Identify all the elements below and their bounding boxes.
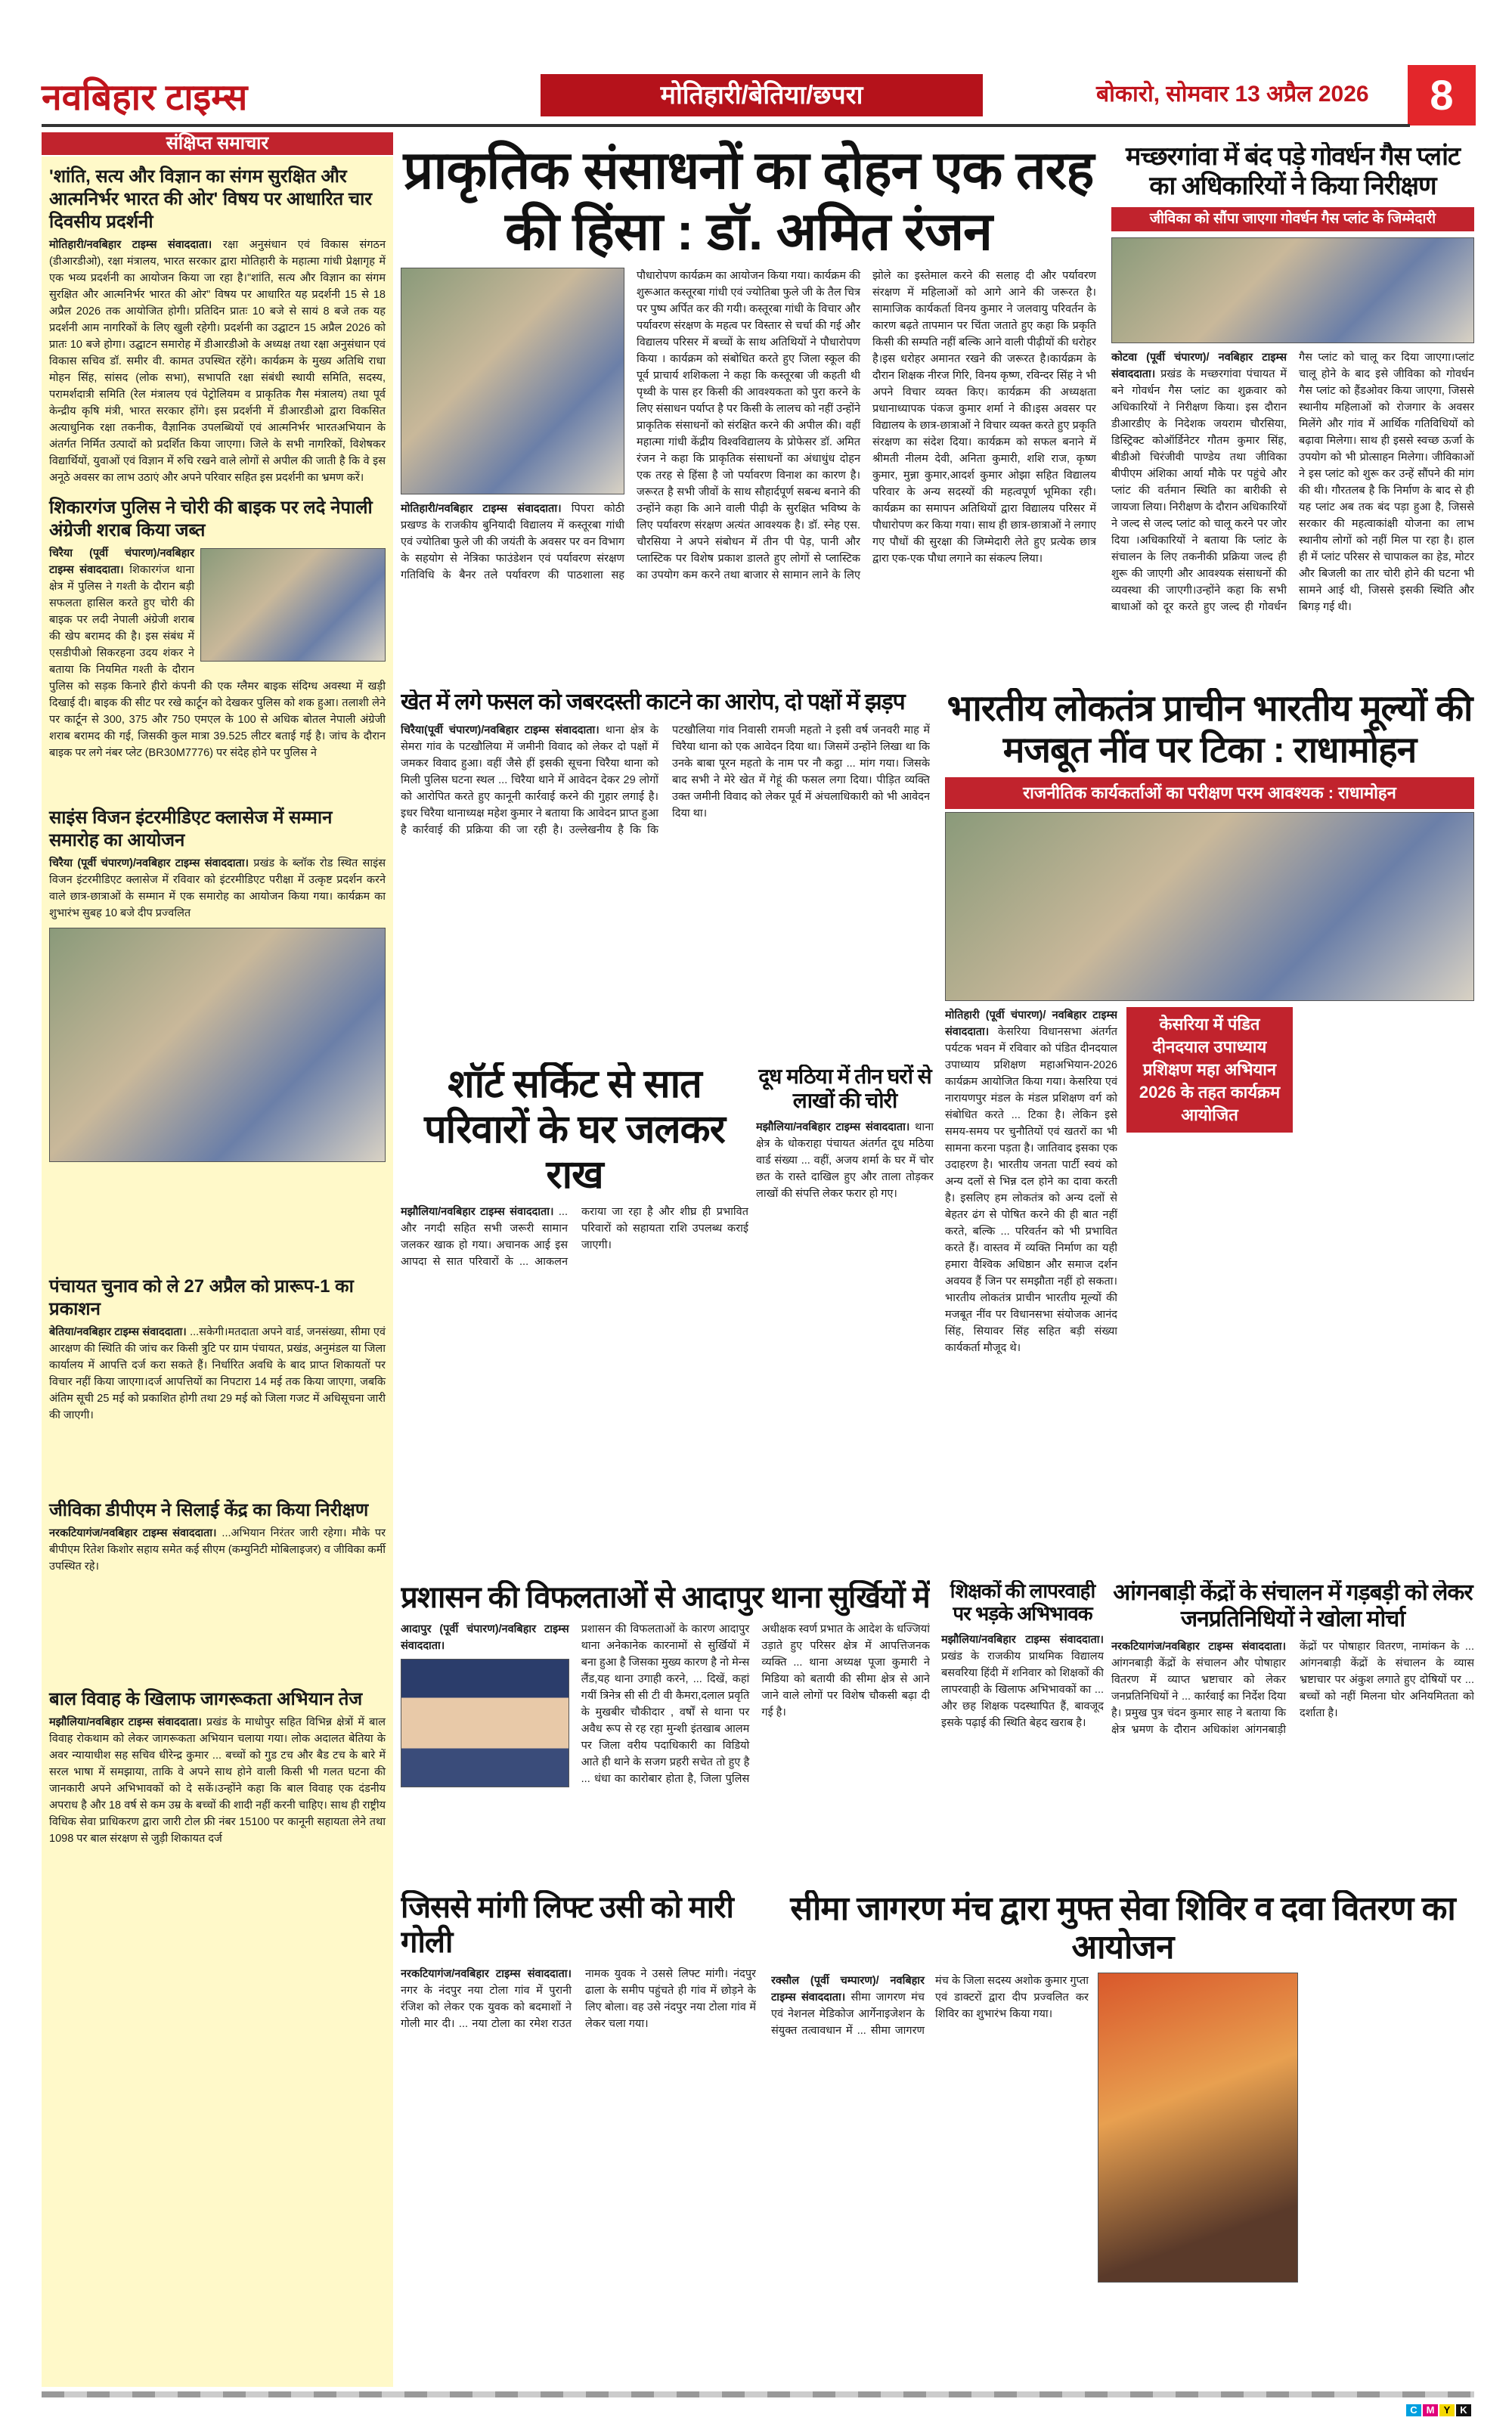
- loktantra-body-left: [945, 1007, 1117, 1527]
- doodh-headline: दूध मठिया में तीन घरों से लाखों की चोरी: [758, 1065, 931, 1113]
- brief-article: [49, 807, 386, 1162]
- cmyk-y: Y: [1439, 2404, 1455, 2416]
- article-dateline: रक्सौल (पूर्वी चम्पारण)/ नवबिहार टाइम्स संवाददाता।: [771, 1975, 925, 2004]
- article-dateline: नरकटियागंज/नवबिहार टाइम्स संवाददाता।: [1111, 1641, 1286, 1653]
- article-dateline: मोतिहारी/नवबिहार टाइम्स संवाददाता।: [401, 503, 562, 515]
- seema-headline: सीमा जागरण मंच द्वारा मुफ्त सेवा शिविर व दवा वितरण का आयोजन: [790, 1890, 1455, 1966]
- anganbadi-headline: आंगनबाड़ी केंद्रों के संचालन में गड़बड़ी को लेकर जनप्रतिनिधियों ने खोला मोर्चा: [1113, 1580, 1473, 1632]
- brief-article: [49, 166, 386, 486]
- article-headline: 'शांति, सत्य और विज्ञान का संगम सुरक्षित और आत्मनिर्भर भारत की ओर' विषय पर आधारित चार दिवसीय प्रदर्शनी: [49, 166, 373, 232]
- gas-subhead: जीविका को सौंपा जाएगा गोवर्धन गैस प्लांट के जिम्मेदारी: [1111, 207, 1474, 231]
- article-dateline: मझौलिया/नवबिहार टाइम्स संवाददाता।: [941, 1633, 1104, 1646]
- shikshak-story: [941, 1580, 1104, 1871]
- article-body: केसरिया विधानसभा अंतर्गत पर्यटक भवन में रविवार को पंडित दीनदयाल उपाध्याय प्रशिक्षण महाअभियान-2026 कार्यक्रम आयोजित किया गया। केसरिया एवं नारायणपुर मंडल के मंडल प्रशिक्षण वर्ग को संबोधित करते ... टिका है। लेकिन इसे समय-समय पर चुनौतियों एवं खतरों का भी सामना करना पड़ता है। जातिवाद इसका एक उदाहरण है। भारतीय जनता पार्टी स्वयं को अन्य दलों से भिन्न दल होने का दावा करती है। इसलिए हम लोकतंत्र को अन्य दलों से बेहतर ढंग से पोषित करने की ही बात नहीं करते, बल्कि ... परिवर्तन को भी प्रभावित करते हैं। वास्तव में व्यक्ति निर्माण का यही हमारा वैश्विक अधिष्ठान और समाज दर्शन अवयव हैं जिन पर समझौता नहीं हो सकता।भारतीय लोकतंत्र प्राचीन भारतीय मूल्यों की मजबूत नींव पर विधानसभा संयोजक आनंद सिंह, सियावर सिंह सहित बड़ी संख्या कार्यकर्ता मौजूद थे।: [945, 1026, 1117, 1355]
- article-dateline: मोतिहारी/नवबिहार टाइम्स संवाददाता।: [49, 239, 212, 251]
- lift-story: [401, 1890, 756, 2382]
- khet-story: [401, 690, 930, 1056]
- article-body: नगर के नंदपुर नया टोला गांव में पुरानी रंजिश को लेकर एक युवक को बदमाशों ने गोली मार दी। ... नया टोला का रमेश राउत नामक युवक ने उससे लिफ्ट मांगी। नंदपुर ढाला के समीप पहुंचते ही गांव में छोड़ने के लिए बोला। वह उसे नंदपुर नया टोला गांव में लेकर चला गया।: [401, 1968, 756, 2030]
- article-body: पिपरा कोठी प्रखण्ड के राजकीय बुनियादी विद्यालय में कस्तूरबा गांधी एवं ज्योतिबा फुले जी की जयंती के अवसर पर वन विभाग के सहयोग से नेत्रिका फाउंडेशन एवं पर्यावरण संरक्षण गतिविधि के बैनर तले पर्यावरण की पाठशाला सह पौधारोपण कार्यक्रम का आयोजन किया गया। कार्यक्रम की शुरूआत कस्तूरबा गांधी एवं ज्योतिबा फुले जी के तैल चित्र पर पुष्प अर्पित कर की गयी। कस्तूरबा गांधी के विचार और पर्यावरण संरक्षण के महत्व पर विस्तार से चर्चा की गई और विद्यालय परिसर में बच्चों के साथ अतिथियों ने पौधारोपण किया । कार्यक्रम को संबोधित करते हुए जिला स्कूल की पूर्व प्राचार्य शशिकला ने कहा कि कस्तूरबा जी कहती थी पृथ्वी के पास हर किसी की आवश्यकता को पुरा करने के लिए संसाधन पर्याप्त है पर किसी के लालच को नहीं उन्होंने प्राकृतिक संसाधनों को संरक्षित करने की अपील की। वहीं महात्मा गांधी केंद्रीय विश्वविद्यालय के प्रोफेसर डॉ. अमित रंजन ने कहा कि प्राकृतिक संसाधनों का अंधाधुंध दोहन एक तरह से हिंसा है जो पर्यावरण विनाश का कारण है। जरूरत है सभी जीवों के साथ सौहार्दपूर्ण सबन्ध बनाने की उन्होंने कहा कि आने वाली पीढ़ी के सुरक्षित भविष्य के लिए पर्यावरण संरक्षण अत्यंत आवश्यक है। डॉ. स्नेह एस. चौरसिया ने अपने संबोधन में तीन पी पेड़, पानी और प्लास्टिक पर विशेष प्रकाश डालते हुए लोगों से प्लास्टिक का उपयोग कम करने तथा बाजार से सामान लाने के लिए झोले का इस्तेमाल करने की सलाह दी और पर्यावरण संरक्षण में महिलाओं को आगे आने की जरूरत है। सामाजिक कार्यकर्ता विनय कुमार ने जलवायु परिवर्तन के कारण बढ़ते तापमान पर चिंता जताते हुए कहा कि प्रकृति किसी की सम्पति नहीं बल्कि आने वाली पीढ़ीयों की धरोहर है।इस धरोहर अमानत रखने की जरूरत है।कार्यक्रम के दौरान शिक्षक नीरज गिरि, विनय कृष्ण, रविन्दर सिंह ने भी अपने विचार व्यक्त किए। कार्यक्रम की अध्यक्षता प्रधानाध्यापक पंकज कुमार शर्मा ने की।इस अवसर पर विद्यालय के छात्र-छात्राओं ने विचार व्यक्त करते हुए प्रकृति संरक्षण का संदेश दिया। कार्यक्रम को सफल बनाने में श्रीमती नीलम देवी, अनिता कुमारी, शशि राज, कृष्ण कुमार, मुन्ना कुमार,आदर्श कुमार ओझा सहित विद्यालय परिवार के अन्य सदस्यों की महत्वपूर्ण भूमिका रही। कार्यक्रम का समापन अतिथियों द्वारा विद्यालय परिसर में पौधारोपण कर किया गया। साथ ही छात्र-छात्राओं ने लगाए गए पौधों की सुरक्षा की जिम्मेदारी लेते हुए प्रत्येक छात्र द्वारा एक-एक पौधा लगाने का संकल्प लिया।: [401, 270, 1096, 581]
- header-rule: [42, 124, 1410, 127]
- article-body: थाना क्षेत्र के सेमरा गांव के पटखौलिया में जमीनी विवाद को लेकर दो पक्षों में जमकर विवाद हुआ। वहीं जैसे हीं इसकी सूचना चिरैया थाना को मिली पुलिस घटना स्थल ... चिरैया थाने में आवेदन देकर 29 लोगों को आरोपित करते हुए कानूनी कार्रवाई करने की गुहार लगाई है। इधर चिरैया थानाध्यक्ष महेश कुमार ने बताया कि आवेदन प्राप्त हुआ है कार्रवाई की प्रक्रिया की जा रही है। उल्लेखनीय है कि कि पटखौलिया गांव निवासी रामजी महतो ने इसी वर्ष जनवरी माह में चिरैया थाना को एक आवेदन दिया था। जिसमें उन्होंने लिखा था कि उनके बाबा पूरन महतो के नाम पर नौ कट्ठा ... मांग गया। जिसके बाद सभी ने मेरे खेत में गेहूं की फसल लगा दिया। पीड़ित व्यक्ति उक्त जमीनी विवाद को लेकर पूर्व में अंचलाधिकारी को भी आवेदन दिया था।: [401, 724, 930, 836]
- short-circuit-story: [401, 1062, 748, 1531]
- brief-article: [49, 1688, 386, 1847]
- article-body: रक्षा अनुसंधान एवं विकास संगठन (डीआरडीओ), रक्षा मंत्रालय, भारत सरकार द्वारा मोतिहारी के महात्मा गांधी प्रेक्षागृह में एक भव्य प्रदर्शनी का आयोजन किया जा रहा है।"शांति, सत्य और विज्ञान का संगम सुरक्षित और आत्मनिर्भर भारत की ओर" विषय पर आधारित यह प्रदर्शनी 15 से 18 अप्रैल 2026 तक आयोजित होगी। प्रतिदिन प्रातः 10 बजे से सायं 8 बजे तक यह प्रदर्शनी आम नागरिकों के लिए खुली रहेगी। प्रदर्शनी का उद्घाटन 15 अप्रैल 2026 को प्रातः 10 बजे होगा। उद्घाटन समारोह में डीआरडीओ के अध्यक्ष तथा रक्षा अनुसंधान एवं विकास सचिव डॉ. समीर वी. कामत उपस्थित रहेंगे। कार्यक्रम के मुख्य अतिथि राधा मोहन सिंह, सांसद (लोक सभा), सभापति रक्षा संबंधी स्थायी समिति, सदस्य, परामर्शदात्री समिति (रेल मंत्रालय एवं पेट्रोलियम व प्राकृतिक गैस मंत्रालय) तथा पूर्व केन्द्रीय कृषि मंत्री, भारत सरकार होंगे। इस प्रदर्शनी में डीआरडीओ द्वारा विकसित अत्याधुनिक रक्षा तकनीक, वैज्ञानिक उपलब्धियों एवं आत्मनिर्भर भारतअभियान के अंतर्गत निर्मित उत्पादों को प्रदर्शित किया जाएगा। जिले के सभी नागरिकों, विशेषकर विद्यार्थियों, युवाओं एवं विज्ञान में रुचि रखने वाले लोगों से अपील की जाती है कि वे इस अनूठे अवसर का लाभ उठाएं और अपने परिवार सहित इस प्रदर्शनी का भ्रमण करें।: [49, 239, 386, 484]
- loktantra-highlight-box: केसरिया में पंडित दीनदयाल उपाध्याय प्रशिक्षण महा अभियान 2026 के तहत कार्यक्रम आयोजित: [1126, 1007, 1293, 1133]
- briefs-label: संक्षिप्त समाचार: [42, 132, 393, 155]
- adapur-body: [401, 1621, 930, 1871]
- article-headline: बाल विवाह के खिलाफ जागरूकता अभियान तेज: [49, 1689, 363, 1709]
- article-body: प्रशासन की विफलताओं के कारण आदापुर थाना अनेकानेक कारनामों से सुर्खियों में बना हुआ है जिसका मुख्य कारण है नो मेन्स लैंड,यह थाना उगाही करने, ... दिखें, कहां गयीं त्रिनेत्र सी सी टी वी कैमरा,दलाल प्रवृति के मुखबीर चौकीदार , वर्षों से थाना पर अवैध रूप से रह रहा मुन्शी इंतखाब आलम पर जिला वरीय पदाधिकारी का विडियो आते ही थाने के सजग प्रहरी सचेत तो हुए है ... धंधा का कारोबार होता है, जिला पुलिस अधीक्षक स्वर्ण प्रभात के आदेश के धज्जियां उड़ाते हुए परिसर क्षेत्र में आपत्तिजनक व्यक्ति ... थाना अध्यक्ष पूजा कुमारी ने मिडिया को बतायी की सीमा क्षेत्र से आने जाने वाले लोगों पर विशेष चौकसी बढ़ा दी गई है।: [581, 1623, 930, 1785]
- article-body: ...सकेगी।मतदाता अपने वार्ड, जनसंख्या, सीमा एवं आरक्षण की स्थिति की जांच कर किसी त्रुटि पर ग्राम पंचायत, प्रखंड, अनुमंडल या जिला कार्यालय में आपत्ति दर्ज करा सकते हैं। निर्धारित अवधि के बाद प्राप्त शिकायतों पर विचार नहीं किया जाएगा।दर्ज आपत्तियों का निपटारा 14 मई तक किया जाएगा, जबकि अंतिम सूची 25 मई को प्रकाशित होगी तथा 29 मई को जिला गजट में अधिसूचना जारी की जाएगी।: [49, 1326, 386, 1421]
- section-label: मोतिहारी/बेतिया/छपरा: [541, 74, 983, 116]
- anganbadi-body: [1111, 1638, 1474, 1871]
- khet-headline: खेत में लगे फसल को जबरदस्ती काटने का आरोप, दो पक्षों में झड़प: [401, 690, 905, 714]
- article-headline: शिकारगंज पुलिस ने चोरी की बाइक पर लदे नेपाली अंग्रेजी शराब किया जब्त: [49, 497, 373, 541]
- issue-date: बोकारो, सोमवार 13 अप्रैल 2026: [1096, 82, 1369, 107]
- seema-photo: [1098, 1973, 1298, 2283]
- seema-body-left: [771, 1973, 1089, 2382]
- page-number: 8: [1408, 65, 1476, 126]
- article-dateline: मोतिहारी (पूर्वी चंपारण)/ नवबिहार टाइम्स संवाददाता।: [945, 1009, 1117, 1039]
- cmyk-k: K: [1456, 2404, 1471, 2416]
- loktantra-subhead: राजनीतिक कार्यकर्ताओं का परीक्षण परम आवश्यक : राधामोहन: [945, 777, 1474, 809]
- doodh-body: [756, 1119, 934, 1531]
- seema-body-row: [771, 1973, 1474, 2382]
- adapur-headline: प्रशासन की विफलताओं से आदापुर थाना सुर्खियों में: [401, 1581, 930, 1614]
- lead-photo-collage: [401, 268, 624, 494]
- lift-headline: जिससे मांगी लिफ्ट उसी को मारी गोली: [401, 1891, 733, 1959]
- article-dateline: चिरैया (पूर्वी चंपारण)/नवबिहार टाइम्स संवाददाता।: [49, 857, 249, 869]
- article-body: ... और नगदी सहित सभी जरूरी सामान जलकर खाक हो गया। अचानक आई इस आपदा से सात परिवारों के ... आकलन कराया जा रहा है और शीघ्र ही प्रभावित परिवारों को सहायता राशि उपलब्ध कराई जाएगी।: [401, 1206, 748, 1269]
- loktantra-headline: भारतीय लोकतंत्र प्राचीन भारतीय मूल्यों की मजबूत नींव पर टिका : राधामोहन: [947, 689, 1473, 771]
- newspaper-logo: नवबिहार टाइम्स: [42, 78, 248, 118]
- lead-body: [401, 268, 1096, 680]
- loktantra-story: [945, 688, 1474, 1527]
- cmyk-registration-mark: [1406, 2404, 1471, 2416]
- news-photo-felicitation: [49, 928, 386, 1162]
- lead-story: [401, 140, 1096, 680]
- article-body: प्रखंड के राजकीय प्राथमिक विद्यालय बसवरिया हिंदी में शनिवार को शिक्षकों की लापरवाही के खिलाफ अभिभावकों का ... और छह शिक्षक पदस्थापित हैं, बावजूद इसके पढ़ाई की स्थिति बेहद खराब है।: [941, 1650, 1104, 1729]
- article-dateline: नरकटियागंज/नवबिहार टाइम्स संवाददाता।: [401, 1968, 572, 1980]
- article-body: आंगनबाड़ी केंद्रों के संचालन और पोषाहार वितरण में व्याप्त भ्रष्टाचार को लेकर जनप्रतिनिधियों ने ... कार्रवाई का निर्देश दिया है। प्रमुख पुत्र चंदन कुमार साह ने बताया कि क्षेत्र भ्रमण के दौरान अधिकांश आंगनबाड़ी केंद्रों पर पोषाहार वितरण, नामांकन के ... आंगनबाड़ी केंद्रों के संचालन के व्यास भ्रष्टाचार पर अंकुश लगाते हुए दोषियों पर ... बच्चों को नहीं मिलना घोर अनियमितता को दर्शाता है।: [1111, 1641, 1474, 1736]
- article-dateline: चिरैया(पूर्वी चंपारण)/नवबिहार टाइम्स संवाददाता।: [401, 724, 600, 736]
- article-headline: जीविका डीपीएम ने सिलाई केंद्र का किया निरीक्षण: [49, 1500, 369, 1520]
- gas-body: [1111, 349, 1474, 680]
- article-body: प्रखंड के माधोपुर सहित विभिन्न क्षेत्रों में बाल विवाह रोकथाम को लेकर जागरूकता अभियान चलाया गया। लोक अदालत बेतिया के अवर न्यायाधीश सह सचिव धीरेन्द्र कुमार ... बच्चों को गुड टच और बैड टच के बारे में सरल भाषा में समझाया, ताकि वे अपने साथ होने वाली किसी भी गलत घटना की जानकारी अपने अभिभावकों को दे सकें।उन्होंने कहा कि बाल विवाह एक दंडनीय अपराध है और 18 वर्ष से कम उम्र के बच्चों की शादी नहीं करनी चाहिए। साथ ही राष्ट्रीय विधिक सेवा प्राधिकरण द्वारा जारी टोल फ्री नंबर 15100 पर कानूनी सहायता लेने तथा 1098 पर बाल संरक्षण से जुड़ी शिकायत दर्ज: [49, 1716, 386, 1845]
- gas-headline: मच्छरगांवा में बंद पड़े गोवर्धन गैस प्लांट का अधिकारियों ने किया निरीक्षण: [1125, 142, 1461, 201]
- adapur-story: [401, 1580, 930, 1871]
- short-circuit-headline: शॉर्ट सर्किट से सात परिवारों के घर जलकर राख: [424, 1062, 725, 1197]
- brief-article: [49, 1499, 386, 1575]
- article-dateline: बेतिया/नवबिहार टाइम्स संवाददाता।: [49, 1326, 187, 1338]
- article-dateline: चिरैया (पूर्वी चंपारण)/नवबिहार टाइम्स संवाददाता।: [49, 547, 194, 576]
- article-dateline: मझौलिया/नवबिहार टाइम्स संवाददाता।: [49, 1716, 202, 1728]
- article-headline: साइंस विजन इंटरमीडिएट क्लासेज में सम्मान समारोह का आयोजन: [49, 807, 333, 851]
- seema-story: [771, 1890, 1474, 2382]
- doodh-story: [756, 1065, 934, 1531]
- adapur-officer-photo: [401, 1659, 569, 1787]
- article-body: सीमा जागरण मंच एवं नेशनल मेडिकोज आर्गेनाइजेशन के संयुक्त तत्वावधान में ... सीमा जागरण मंच के जिला सदस्य अशोक कुमार गुप्ता एवं डाक्टरों द्वारा दीप प्रज्वलित कर शिविर का शुभारंभ किया गया।: [771, 1975, 1089, 2038]
- lift-body: [401, 1966, 756, 2382]
- brief-article: [49, 497, 386, 761]
- anganbadi-story: [1111, 1580, 1474, 1871]
- article-body: ...अभियान निरंतर जारी रहेगा। मौके पर बीपीएम रितेश किशोर सहाय समेत कई सीएम (कम्युनिटी मोबिलाइजर) व जीविका कर्मी उपस्थित रहे।: [49, 1527, 386, 1573]
- article-headline: पंचायत चुनाव को ले 27 अप्रैल को प्रारूप-1 का प्रकाशन: [49, 1276, 354, 1319]
- shikshak-body: [941, 1632, 1104, 1871]
- gas-photo: [1111, 237, 1474, 343]
- footer-bar: [42, 2391, 1474, 2397]
- lead-headline: प्राकृतिक संसाधनों का दोहन एक तरह की हिंसा : डॉ. अमित रंजन: [403, 141, 1094, 261]
- article-body: प्रखंड के ब्लॉक रोड स्थित साइंस विजन इंटरमीडिएट क्लासेज में रविवार को इंटरमीडिएट परीक्षा में उत्कृष्ट प्रदर्शन करने वाले छात्र-छात्राओं के सम्मान में एक समारोह का आयोजन किया गया। कार्यक्रम का शुभारंभ सुबह 10 बजे दीप प्रज्वलित: [49, 857, 386, 919]
- article-dateline: मझौलिया/नवबिहार टाइम्स संवाददाता।: [756, 1121, 910, 1134]
- brief-article: [49, 1275, 386, 1424]
- loktantra-body-row: [945, 1007, 1474, 1527]
- article-dateline: नरकटियागंज/नवबिहार टाइम्स संवाददाता।: [49, 1527, 217, 1539]
- news-photo-bike: [200, 548, 386, 662]
- loktantra-photo: [945, 812, 1474, 1001]
- briefs-column: [42, 157, 393, 2387]
- article-body: थाना क्षेत्र के धोकराहा पंचायत अंतर्गत दूध मठिया वार्ड संख्या ... वहीं, अजय शर्मा के घर में चोर छत के रास्ते दाखिल हुए और ताला तोड़कर लाखों की संपत्ति लेकर फरार हो गए।: [756, 1121, 934, 1201]
- article-dateline: आदापुर (पूर्वी चंपारण)/नवबिहार टाइम्स संवाददाता।: [401, 1623, 569, 1652]
- cmyk-m: M: [1423, 2404, 1438, 2416]
- article-body: प्रखंड के मच्छरगांवा पंचायत में बने गोवर्धन गैस प्लांट का शुक्रवार को अधिकारियों ने निरीक्षण किया। इस दौरान डीआरडीए के निदेशक जयराम चौरसिया, डिस्ट्रिक्ट कोऑर्डिनेटर गौतम कुमार सिंह, बीडीओ चिरंजीवी पाण्डेय तथा जीविका बीपीएम अंशिका आर्या मौके पर पहुंचे और प्लांट की वर्तमान स्थिति का बारीकी से जायजा लिया। निरीक्षण के दौरान अधिकारियों ने जल्द से जल्द प्लांट को चालू करने पर जोर दिया ।अधिकारियों ने बताया कि प्लांट के संचालन के लिए तकनीकी प्रक्रिया जल्द ही शुरू की जाएगी और आवश्यक संसाधनों की व्यवस्था की जाएगी।उन्होंने कहा कि सभी बाधाओं को दूर करते हुए जल्द ही गोवर्धन गैस प्लांट को चालू कर दिया जाएगा।प्लांट चालू होने के बाद इसे जीविका को गोवर्धन गैस प्लांट को हैंडओवर किया जाएगा, जिससे स्थानीय महिलाओं को रोजगार के अवसर मिलेंगे और गांव में आर्थिक गतिविधियों को बढ़ावा मिलेगा। साथ ही इससे स्वच्छ ऊर्जा के उपयोग को भी प्रोत्साहन मिलेगा। जीविकाओं ने इस प्लांट को शुरू कर उन्हें सौंपने की मांग की थी। गौरतलब है कि निर्माण के बाद से ही यह प्लांट अब तक बंद पड़ा हुआ है, जिससे सरकार की महत्वाकांक्षी योजना का लाभ स्थानीय लोगों को नहीं मिल पा रहा है। हाल ही में प्लांट परिसर से चापाकल का हेड, मोटर और बिजली का तार चोरी होने की घटना भी सामने आई थी, जिससे इसकी स्थिति और बिगड़ गई थी।: [1111, 352, 1474, 614]
- article-dateline: मझौलिया/नवबिहार टाइम्स संवाददाता।: [401, 1206, 554, 1219]
- article-body: शिकारगंज थाना क्षेत्र में पुलिस ने गश्ती के दौरान बड़ी सफलता हासिल करते हुए चोरी की बाइक पर लदी नेपाली अंग्रेजी शराब की खेप बरामद की है। इस संबंध में एसडीपीओ सिकरहना उदय शंकर ने बताया कि नियमित गश्ती के दौरान पुलिस को सड़क किनारे हीरो कंपनी की एक ग्लैमर बाइक संदिग्ध अवस्था में खड़ी दिखाई दी। बाइक की सीट पर रखे कार्टून को देखकर पुलिस को शक हुआ। तलाशी लेने पर कार्टून से 300, 375 और 750 एमएल के 100 से अधिक बोतल नेपाली अंग्रेजी शराब बरामद की गई, जिसकी कुल मात्रा 39.525 लीटर बताई गई है। जांच के दौरान बाइक पर लगे नंबर प्लेट (BR30M7776) पर संदेह होने पर पुलिस ने: [49, 564, 386, 759]
- short-circuit-body: [401, 1204, 748, 1531]
- cmyk-c: C: [1406, 2404, 1421, 2416]
- shikshak-headline: शिक्षकों की लापरवाही पर भड़के अभिभावक: [950, 1580, 1095, 1625]
- gas-story: [1111, 142, 1474, 680]
- article-dateline: कोटवा (पूर्वी चंपारण)/ नवबिहार टाइम्स संवाददाता।: [1111, 352, 1287, 381]
- khet-body: [401, 722, 930, 1057]
